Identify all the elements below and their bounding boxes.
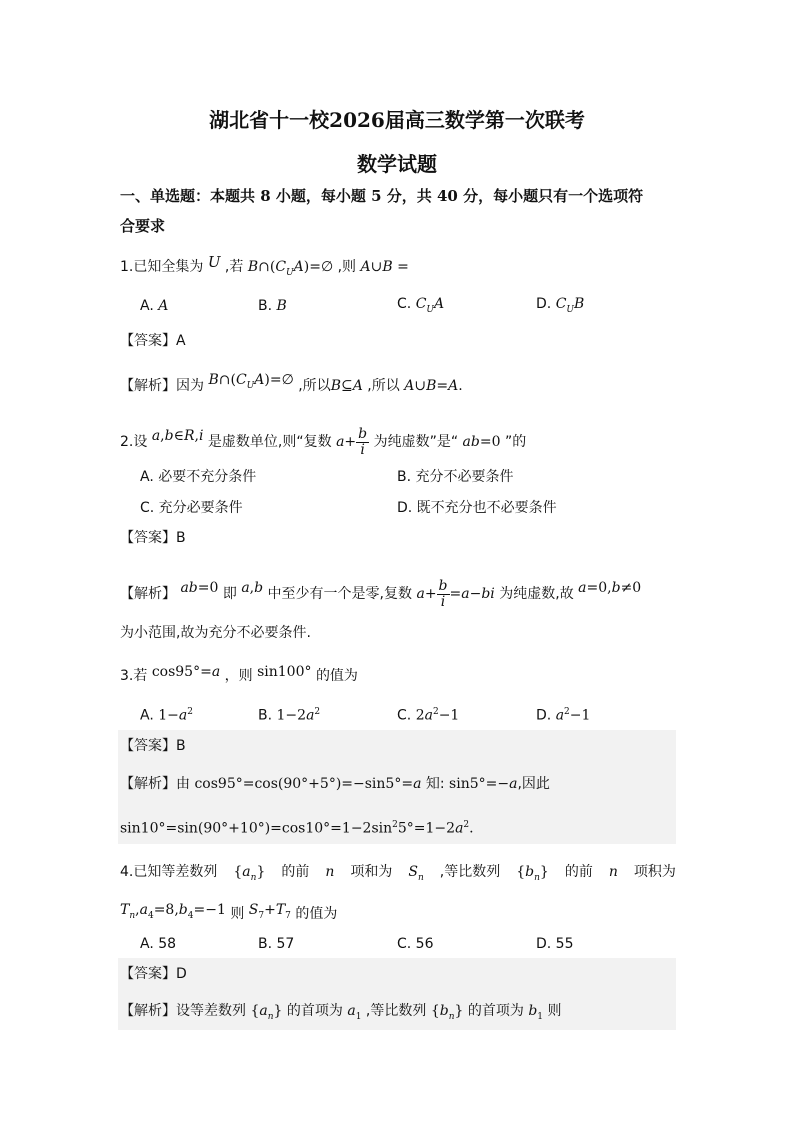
q3-stem: 3.若 cos95°=a ，则 sin100° 的值为	[120, 664, 358, 684]
q2-analysis-line2: 为小范围,故为充分不必要条件.	[120, 625, 311, 641]
q4-answer: 【答案】D	[120, 966, 187, 982]
q1-answer: 【答案】A	[120, 333, 186, 349]
q3-answer: 【答案】B	[120, 738, 186, 754]
q1-math: A	[360, 259, 371, 275]
q2-option-d: D. 既不充分也不必要条件	[397, 500, 557, 516]
q1-math: U	[207, 253, 221, 271]
q3-analysis-line1: 【解析】由 cos95°=cos(90°+5°)=−sin5°=a 知: sin5°=−a,因此	[120, 776, 550, 792]
page-title: 湖北省十一校2026届高三数学第一次联考	[209, 108, 585, 132]
section-heading-line2: 合要求	[120, 217, 166, 235]
q1-option-a: A. A	[140, 298, 169, 314]
q3-option-b: B. $1-2a^2$	[258, 707, 321, 724]
q1-option-c: C. $C_UA$	[397, 296, 445, 315]
q2-analysis-line1: 【解析】 ab=0 即 a,b 中至少有一个是零,复数 a+ $\frac{b}{i}$ =a−bi 为纯虚数,故 a=0,b≠0	[120, 577, 642, 610]
q2-option-b: B. 充分不必要条件	[397, 469, 514, 485]
q1-option-b: B. B	[258, 298, 287, 314]
q3-option-a: A. $1-a^2$	[140, 707, 193, 724]
q4-option-c: C. 56	[397, 936, 434, 952]
section-heading-line1: 一、单选题：本题共 8 小题，每小题 5 分，共 40 分，每小题只有一个选项符	[120, 187, 644, 205]
q1-stem: 1.已知全集为 U ,若 $B\cap(C_UA)=\emptyset$ ,则 A∪B =	[120, 253, 409, 278]
q1-analysis: 【解析】因为 $B\cap(C_UA)=\emptyset$ ,所以B⊆A ,所以 A∪B=A.	[120, 372, 463, 394]
q4-option-b: B. 57	[258, 936, 295, 952]
q2-answer: 【答案】B	[120, 530, 186, 546]
q2-option-a: A. 必要不充分条件	[140, 469, 257, 485]
q4-option-d: D. 55	[536, 936, 574, 952]
q1-stem-mid2: ,则	[337, 259, 357, 275]
q2-option-c: C. 充分必要条件	[140, 500, 243, 516]
page-subtitle: 数学试题	[357, 152, 437, 176]
q1-stem-mid1: ,若	[224, 259, 244, 275]
q4-analysis: 【解析】设等差数列 $\{a_n\}$ 的首项为 $a_1$ ,等比数列 $\{b_n\}$ 的首项为 $b_1$ 则	[120, 1003, 562, 1022]
q3-analysis-line2: $\sin 10^\circ=\sin(90^\circ+10^\circ)=\cos 10^\circ=1-2\sin^25^\circ=1-2a^2$.	[120, 820, 474, 837]
q3-option-c: C. $2a^2-1$	[397, 707, 460, 724]
q2-stem: 2.设 a,b∈R,i 是虚数单位,则“复数 a+ $\frac{b}{i}$ 为纯虚数”是“ ab=0 ”的	[120, 425, 527, 458]
q4-option-a: A. 58	[140, 936, 177, 952]
q4-stem-line1: 4.已知等差数列 $\{a_n\}$ 的前 n 项和为 $S_n$ ,等比数列 $\{b_n\}$ 的前 n 项积为	[120, 864, 676, 883]
q3-option-d: D. $a^2-1$	[536, 707, 591, 724]
q1-option-d: D. $C_UB$	[536, 296, 585, 315]
q1-stem-prefix: 1.已知全集为	[120, 259, 204, 275]
q1-math: B	[247, 259, 259, 275]
q4-stem-line2: $T_n,a_4=8,b_4=-1$ 则 $S_7+T_7$ 的值为	[120, 902, 338, 922]
